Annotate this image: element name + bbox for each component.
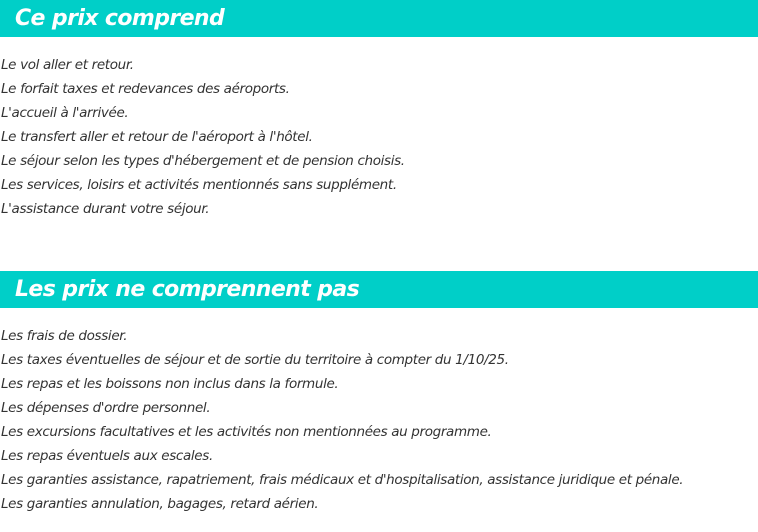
list-item: Le transfert aller et retour de l'aéroport à l'hôtel. xyxy=(1,129,313,145)
list-item: Le séjour selon les types d'hébergement et de pension choisis. xyxy=(1,153,405,169)
list-item: L'accueil à l'arrivée. xyxy=(1,105,129,121)
list-item: Les repas éventuels aux escales. xyxy=(1,448,213,464)
section-header-included xyxy=(0,0,758,37)
list-item: Les garanties annulation, bagages, retard aérien. xyxy=(1,496,319,512)
list-item: Les frais de dossier. xyxy=(1,328,128,344)
included-list xyxy=(1,53,405,221)
list-item: Les garanties assistance, rapatriement, frais médicaux et d'hospitalisation, assistance juridique et pénale. xyxy=(1,472,684,488)
list-item: Les repas et les boissons non inclus dans la formule. xyxy=(1,376,339,392)
section-header-excluded xyxy=(0,271,758,308)
excluded-list xyxy=(1,324,683,516)
list-item: Le vol aller et retour. xyxy=(1,57,134,73)
list-item: Les taxes éventuelles de séjour et de sortie du territoire à compter du 1/10/25. xyxy=(1,352,509,368)
list-item: Les excursions facultatives et les activités non mentionnées au programme. xyxy=(1,424,492,440)
list-item: Les services, loisirs et activités mentionnés sans supplément. xyxy=(1,177,397,193)
list-item: Les dépenses d'ordre personnel. xyxy=(1,400,211,416)
list-item: L'assistance durant votre séjour. xyxy=(1,201,210,217)
section-title-excluded: Les prix ne comprennent pas xyxy=(15,276,360,302)
list-item: Le forfait taxes et redevances des aéroports. xyxy=(1,81,290,97)
section-title-included: Ce prix comprend xyxy=(15,5,225,31)
